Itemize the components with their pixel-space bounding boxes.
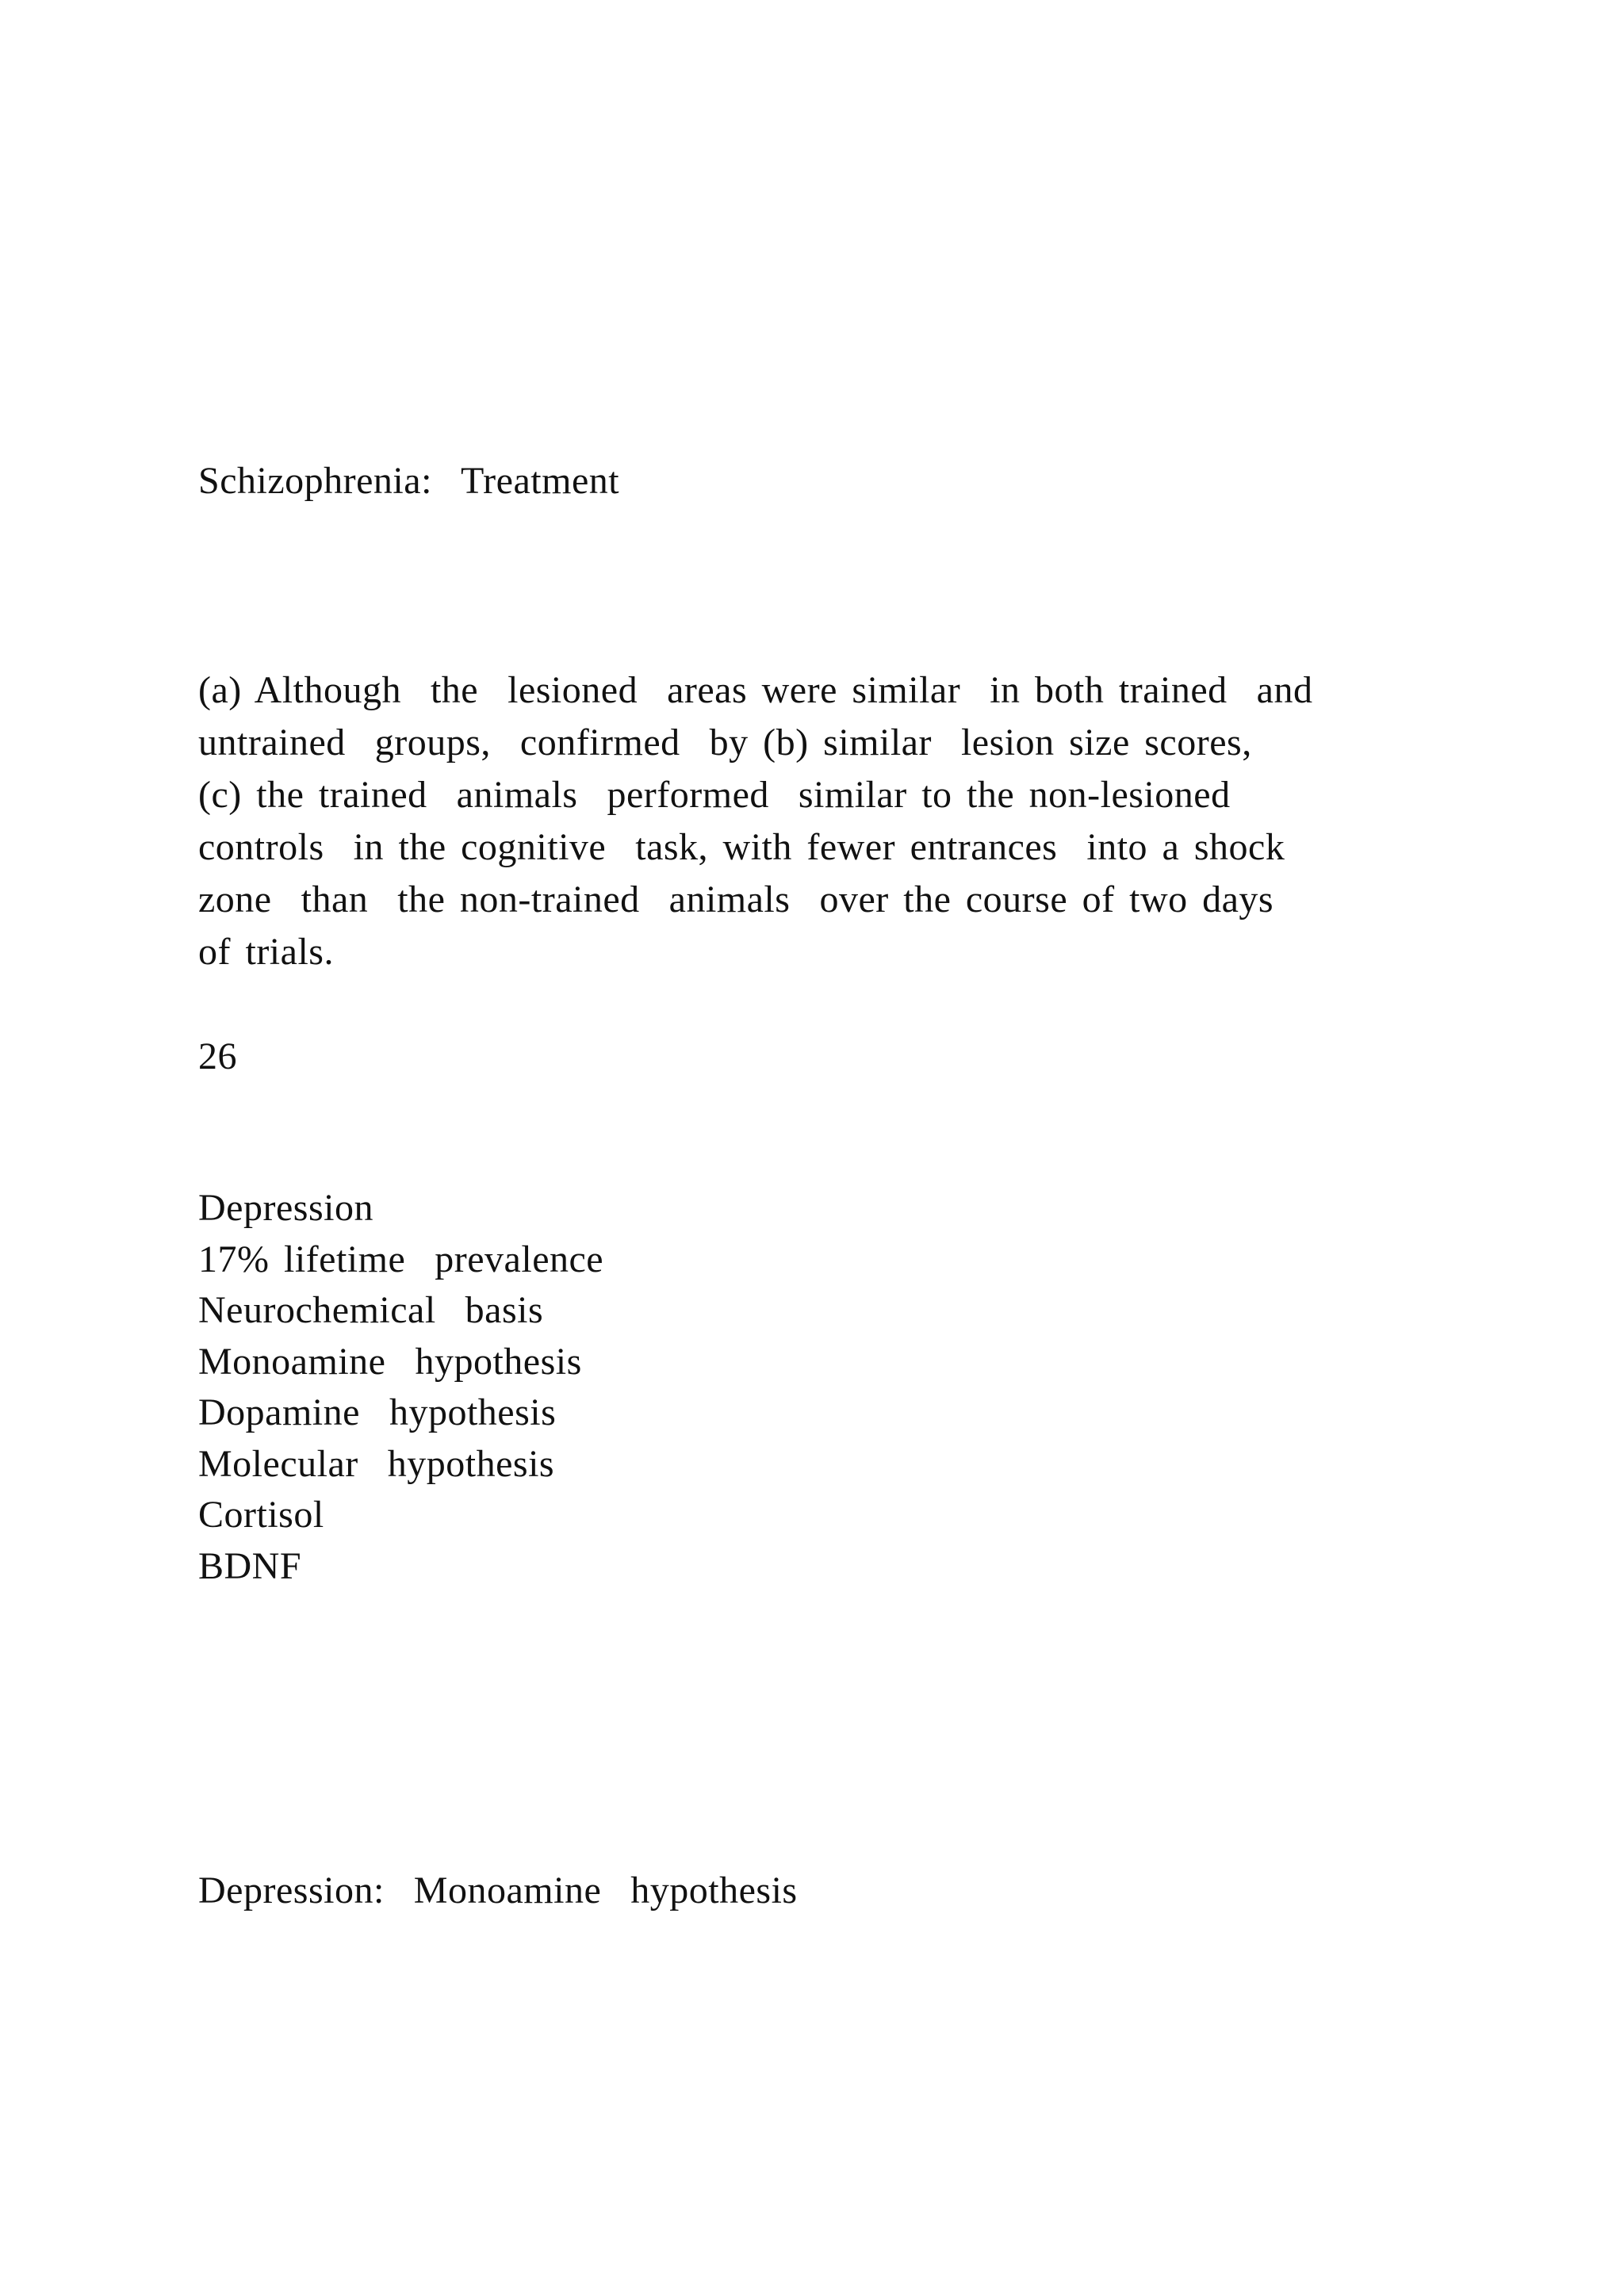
- list-item: Dopamine hypothesis: [198, 1391, 557, 1433]
- slide-number: 26: [198, 1035, 237, 1077]
- list-item: BDNF: [198, 1544, 302, 1587]
- list-item: Monoamine hypothesis: [198, 1340, 582, 1383]
- paragraph-line: untrained groups, confirmed by (b) similar lesion size scores,: [198, 721, 1252, 763]
- list-item: 17% lifetime prevalence: [198, 1238, 604, 1280]
- depression-topic-list: [198, 1183, 603, 1592]
- figure-description-paragraph: [198, 664, 1435, 978]
- list-item: Molecular hypothesis: [198, 1442, 555, 1485]
- paragraph-line: (a) Although the lesioned areas were similar in both trained and: [198, 669, 1313, 711]
- section-title-depression-monoamine: Depression: Monoamine hypothesis: [198, 1869, 798, 1911]
- paragraph-line: of trials.: [198, 931, 334, 973]
- paragraph-line: controls in the cognitive task, with fewer entrances into a shock: [198, 826, 1285, 868]
- section-title-schizophrenia-treatment: Schizophrenia: Treatment: [198, 460, 620, 502]
- list-item: Depression: [198, 1187, 373, 1229]
- paragraph-line: zone than the non-trained animals over the course of two days: [198, 878, 1274, 920]
- list-item: Cortisol: [198, 1494, 324, 1536]
- paragraph-line: (c) the trained animals performed similar to the non-lesioned: [198, 774, 1231, 816]
- list-item: Neurochemical basis: [198, 1289, 544, 1331]
